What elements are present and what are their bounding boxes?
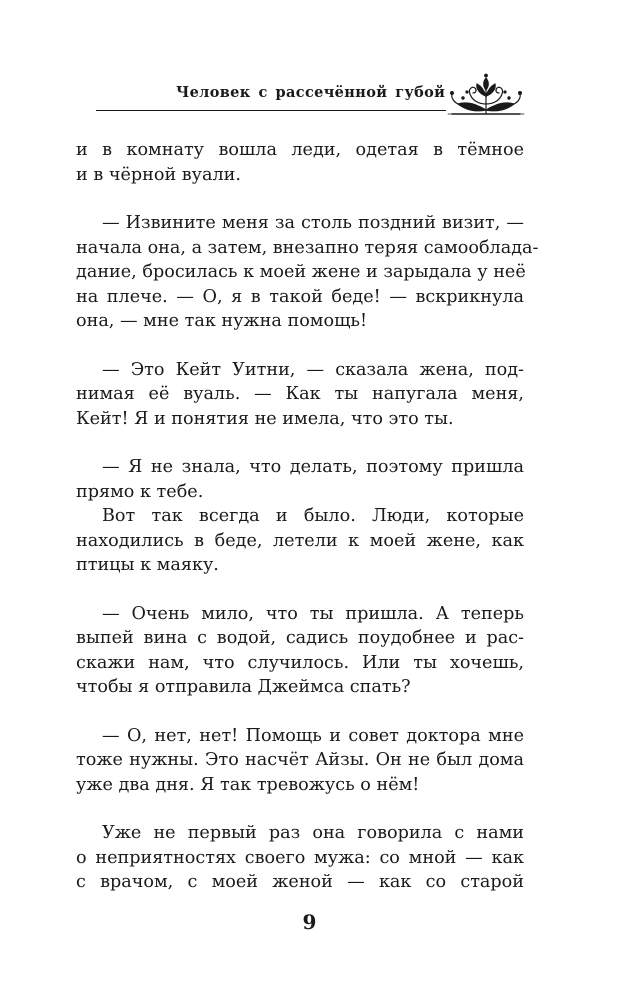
paragraph [76,602,524,700]
text-line: дание, бросилась к моей жене и зарыдала у неё [76,262,526,282]
running-title: Человек с рассечённой губой [176,84,446,101]
floral-ornament-icon [446,72,526,118]
text-line: Вот так всегда и было. Люди, которые [102,506,524,526]
paragraph [76,724,524,798]
text-line: — Очень мило, что ты пришла. А теперь [102,603,524,624]
running-header [0,0,619,130]
text-line: Кейт! Я и понятия не имела, что это ты. [76,408,454,429]
body-text [76,138,539,895]
text-line: уже два дня. Я так тревожусь о нём! [76,774,420,795]
paragraph [76,455,524,504]
text-line: и в комнату вошла леди, одетая в тёмное [76,140,524,160]
paragraph [76,504,524,578]
text-line: скажи нам, что случилось. Или ты хочешь, [76,652,524,673]
text-line: — Извините меня за столь поздний визит, — [102,213,524,233]
text-line: тоже нужны. Это насчёт Айзы. Он не был дома [76,750,524,770]
text-line: Уже не первый раз она говорила с нами [102,823,524,843]
text-line: на плече. — О, я в такой беде! — вскрикнула [76,286,524,307]
page-number: 9 [302,910,317,934]
text-line: — О, нет, нет! Помощь и совет доктора мне [102,725,524,746]
text-line: и в чёрной вуали. [76,164,242,185]
text-line: нимая её вуаль. — Как ты напугала меня, [76,384,524,404]
text-line: чтобы я отправила Джеймса спать? [76,677,411,697]
text-line: выпей вина с водой, садись поудобнее и рас- [76,628,524,648]
text-line: с врачом, с моей женой — как со старой [76,872,524,892]
paragraph [76,211,539,334]
text-line: находились в беде, летели к моей жене, как [76,530,524,551]
text-line: о неприятностях своего мужа: со мной — как [76,847,524,868]
text-line: начала она, а затем, внезапно теряя самооблада- [76,237,539,258]
text-line: птицы к маяку. [76,555,219,575]
text-line: — Это Кейт Уитни, — сказала жена, под- [102,359,524,380]
paragraph [76,358,524,432]
text-line: — Я не знала, что делать, поэтому пришла [102,457,524,477]
paragraph [76,821,524,895]
text-line: прямо к тебе. [76,481,204,502]
header-rule [96,110,446,111]
paragraph [76,138,524,187]
text-line: она, — мне так нужна помощь! [76,311,368,331]
